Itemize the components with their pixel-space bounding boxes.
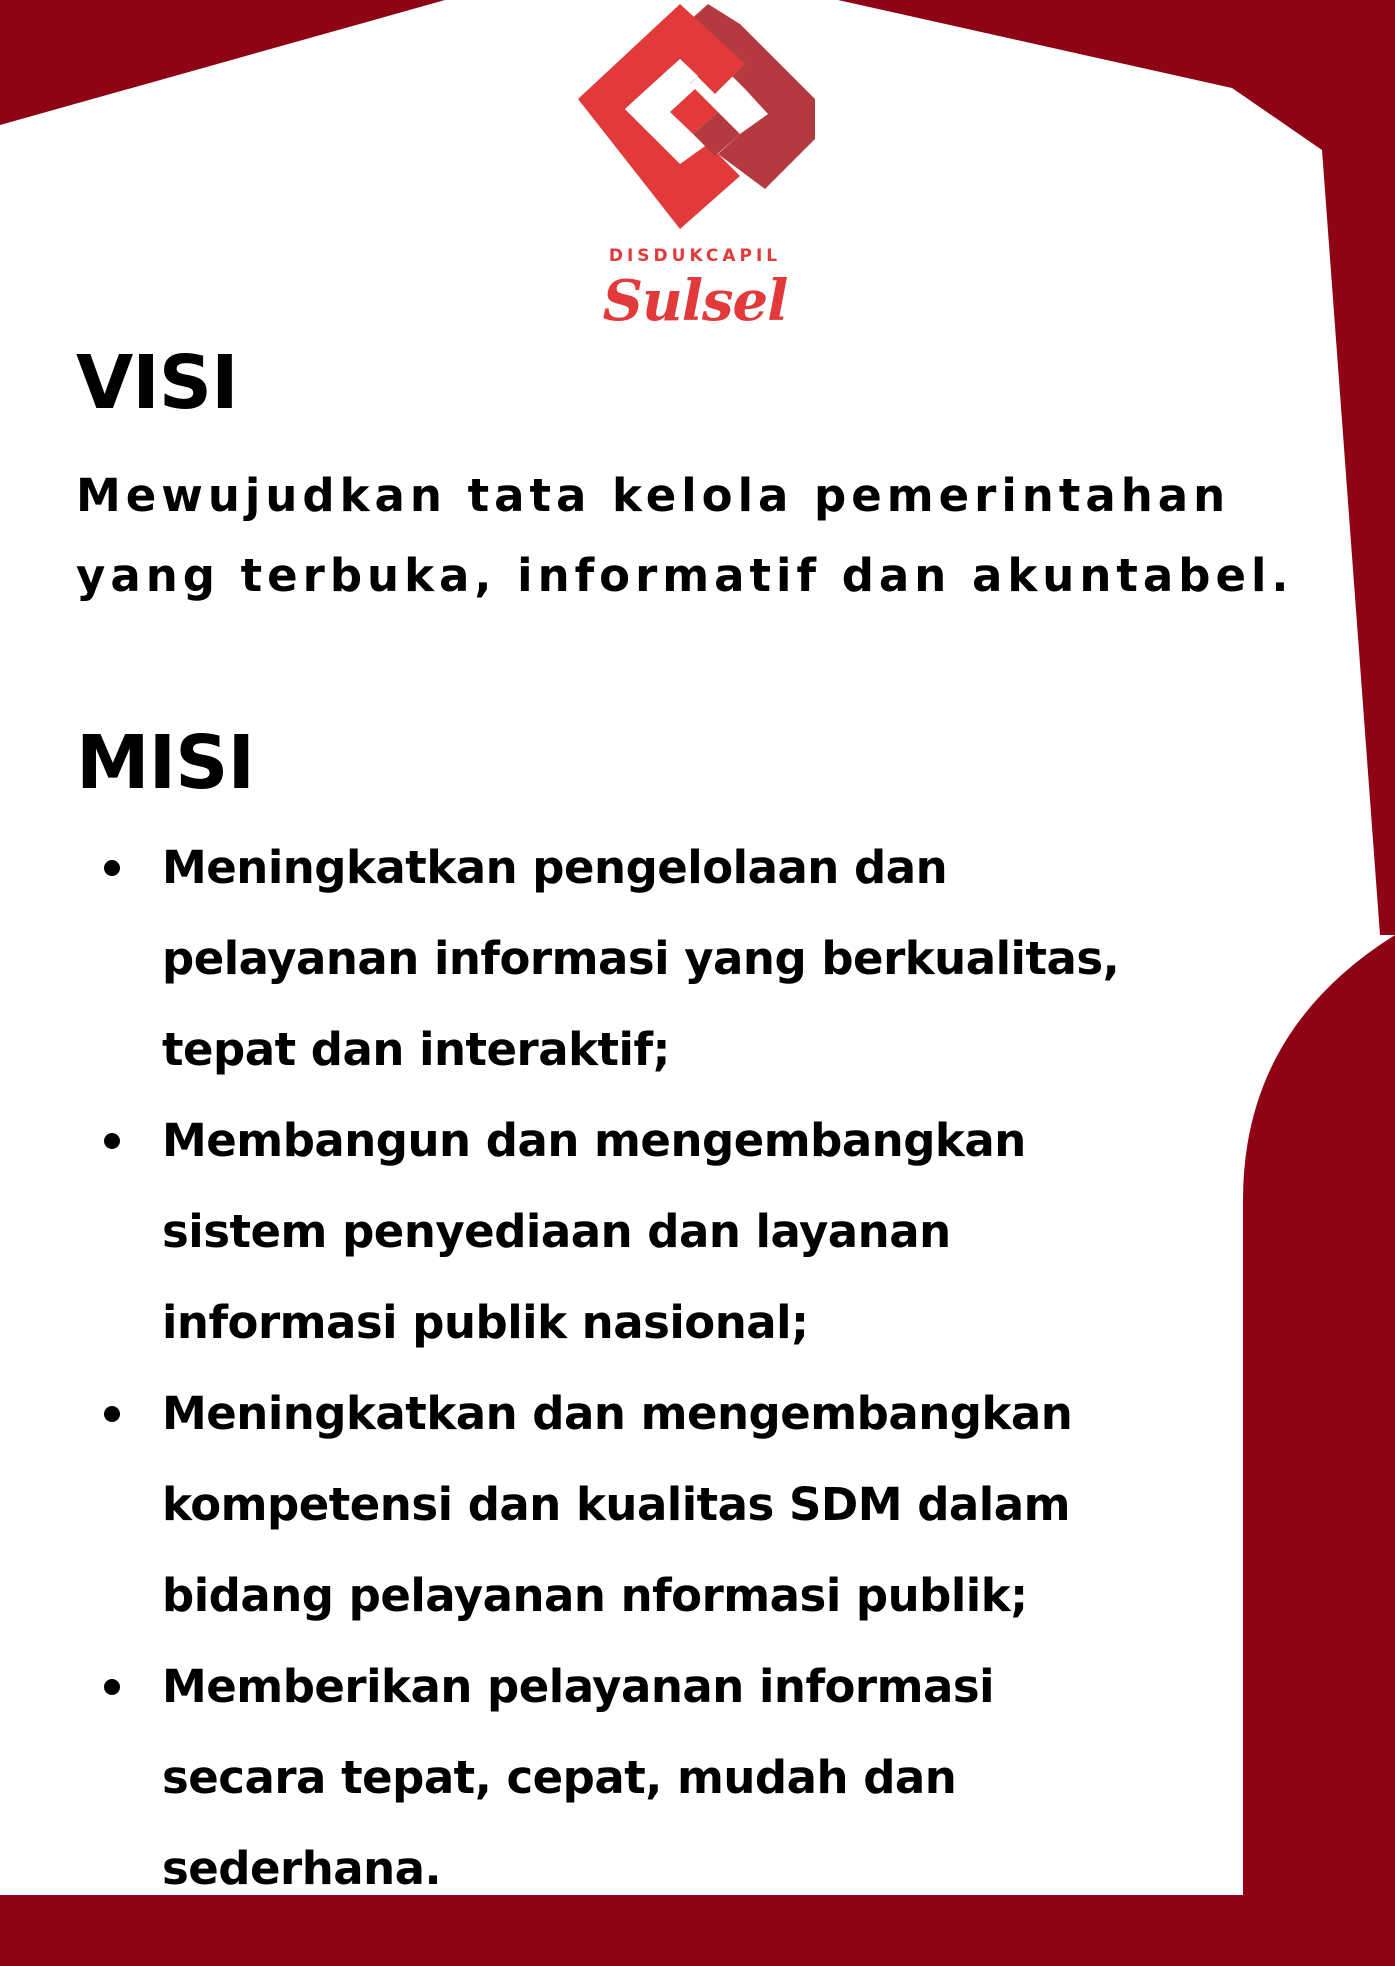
misi-item xyxy=(162,1641,1222,1914)
misi-item-line: Membangun dan mengembangkan xyxy=(162,1114,1026,1167)
bullet-icon xyxy=(104,1406,120,1422)
misi-item-line: pelayanan informasi yang berkualitas, xyxy=(162,932,1120,985)
misi-list xyxy=(162,822,1222,1914)
visi-line-1: Mewujudkan tata kelola pemerintahan xyxy=(76,469,1231,522)
misi-item-line: sederhana. xyxy=(162,1842,442,1895)
visi-line-2: yang terbuka, informatif dan akuntabel. xyxy=(76,549,1294,602)
misi-item-line: sistem penyediaan dan layanan xyxy=(162,1205,951,1258)
misi-item-line: secara tepat, cepat, mudah dan xyxy=(162,1751,957,1804)
bullet-icon xyxy=(104,860,120,876)
misi-item-line: bidang pelayanan nformasi publik; xyxy=(162,1569,1028,1622)
misi-heading: MISI xyxy=(76,720,255,806)
misi-item-line: Meningkatkan dan mengembangkan xyxy=(162,1387,1073,1440)
misi-item-line: kompetensi dan kualitas SDM dalam xyxy=(162,1478,1070,1531)
misi-item xyxy=(162,1095,1222,1368)
misi-item-line: Meningkatkan pengelolaan dan xyxy=(162,841,948,894)
misi-item-line: tepat dan interaktif; xyxy=(162,1023,671,1076)
visi-statement xyxy=(76,456,1336,616)
logo-script: Sulsel xyxy=(602,268,788,334)
bullet-icon xyxy=(104,1133,120,1149)
misi-item-line: informasi publik nasional; xyxy=(162,1296,809,1349)
visi-heading: VISI xyxy=(76,340,238,426)
right-arch xyxy=(1243,935,1395,1966)
top-left-wedge xyxy=(0,0,445,125)
misi-item xyxy=(162,822,1222,1095)
misi-item-line: Memberikan pelayanan informasi xyxy=(162,1660,995,1713)
logo-caption: DISDUKCAPIL xyxy=(608,246,782,266)
misi-item xyxy=(162,1368,1222,1641)
bullet-icon xyxy=(104,1679,120,1695)
